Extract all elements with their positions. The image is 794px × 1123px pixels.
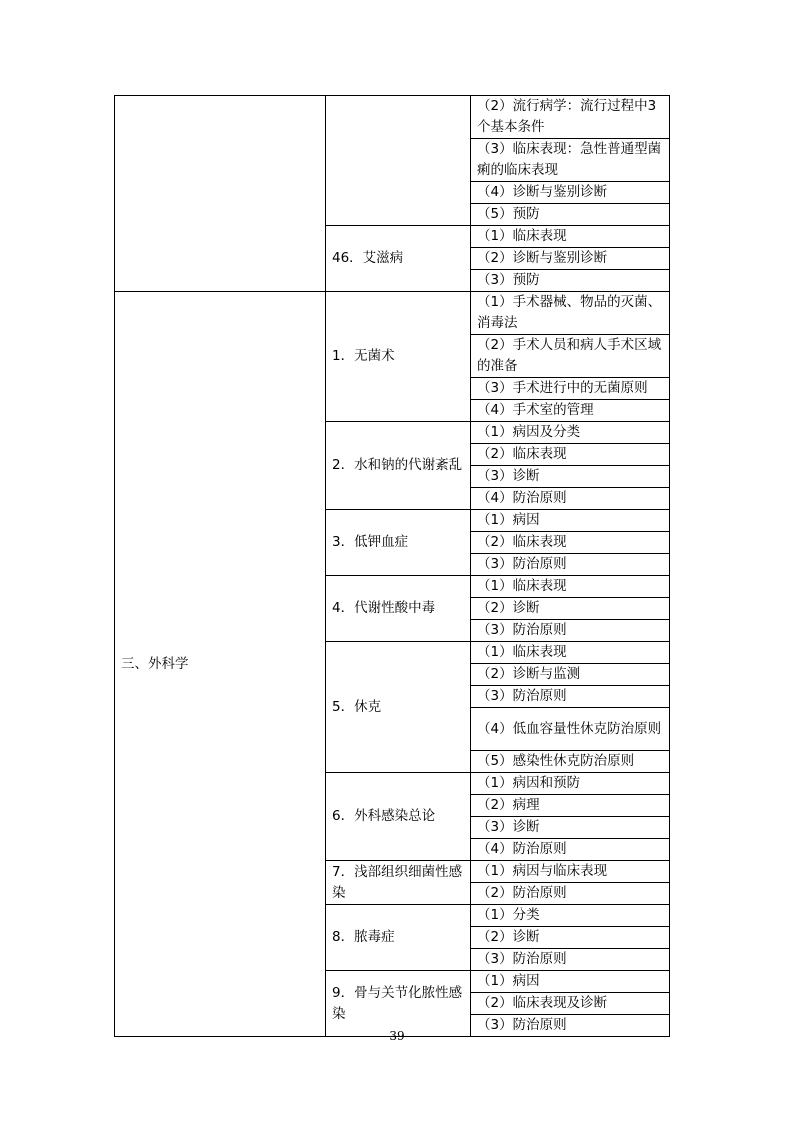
topic-cell: （2）诊断 <box>471 598 670 620</box>
unit-name-cell: 3．低钾血症 <box>326 510 471 576</box>
topic-cell: （2）临床表现 <box>471 444 670 466</box>
topic-cell: （1）临床表现 <box>471 576 670 598</box>
topic-cell: （3）防治原则 <box>471 686 670 708</box>
topic-cell: （2）诊断 <box>471 927 670 949</box>
topic-cell: （1）病因与临床表现 <box>471 861 670 883</box>
topic-cell: （3）手术进行中的无菌原则 <box>471 378 670 400</box>
topic-cell: （4）防治原则 <box>471 839 670 861</box>
empty-unit-cell <box>326 96 471 226</box>
section-name-cell: 三、外科学 <box>115 292 326 1037</box>
topic-cell: （2）病理 <box>471 795 670 817</box>
topic-cell: （5）预防 <box>471 204 670 226</box>
topic-cell: （1）临床表现 <box>471 226 670 248</box>
topic-cell: （1）临床表现 <box>471 642 670 664</box>
topic-cell: （2）诊断与鉴别诊断 <box>471 248 670 270</box>
unit-name-cell: 6．外科感染总论 <box>326 773 471 861</box>
topic-cell: （1）病因和预防 <box>471 773 670 795</box>
unit-name-cell: 2．水和钠的代谢紊乱 <box>326 422 471 510</box>
topic-cell: （3）防治原则 <box>471 1015 670 1037</box>
topic-cell: （2）临床表现 <box>471 532 670 554</box>
topic-cell: （3）预防 <box>471 270 670 292</box>
topic-cell: （1）手术器械、物品的灭菌、消毒法 <box>471 292 670 335</box>
topic-cell: （4）低血容量性休克防治原则 <box>471 708 670 751</box>
unit-name-cell: 1．无菌术 <box>326 292 471 422</box>
topic-cell: （1）病因 <box>471 510 670 532</box>
unit-name-cell: 46．艾滋病 <box>326 226 471 292</box>
page-number: 39 <box>389 1029 405 1043</box>
unit-name-cell: 9．骨与关节化脓性感染 <box>326 971 471 1037</box>
topic-cell: （3）诊断 <box>471 817 670 839</box>
topic-cell: （5）感染性休克防治原则 <box>471 751 670 773</box>
empty-section-cell <box>115 96 326 292</box>
topic-cell: （4）防治原则 <box>471 488 670 510</box>
unit-name-cell: 7．浅部组织细菌性感染 <box>326 861 471 905</box>
topic-cell: （3）防治原则 <box>471 949 670 971</box>
topic-cell: （2）临床表现及诊断 <box>471 993 670 1015</box>
syllabus-table <box>114 95 670 1037</box>
topic-cell: （2）防治原则 <box>471 883 670 905</box>
topic-cell: （1）病因及分类 <box>471 422 670 444</box>
topic-cell: （2）手术人员和病人手术区域的准备 <box>471 335 670 378</box>
unit-name-cell: 4．代谢性酸中毒 <box>326 576 471 642</box>
unit-name-cell: 5．休克 <box>326 642 471 773</box>
topic-cell: （4）诊断与鉴别诊断 <box>471 182 670 204</box>
topic-cell: （3）防治原则 <box>471 554 670 576</box>
topic-cell: （3）诊断 <box>471 466 670 488</box>
topic-cell: （1）分类 <box>471 905 670 927</box>
topic-cell: （2）诊断与监测 <box>471 664 670 686</box>
topic-cell: （2）流行病学：流行过程中3个基本条件 <box>471 96 670 139</box>
topic-cell: （3）临床表现：急性普通型菌痢的临床表现 <box>471 139 670 182</box>
unit-name-cell: 8．脓毒症 <box>326 905 471 971</box>
topic-cell: （3）防治原则 <box>471 620 670 642</box>
topic-cell: （4）手术室的管理 <box>471 400 670 422</box>
topic-cell: （1）病因 <box>471 971 670 993</box>
